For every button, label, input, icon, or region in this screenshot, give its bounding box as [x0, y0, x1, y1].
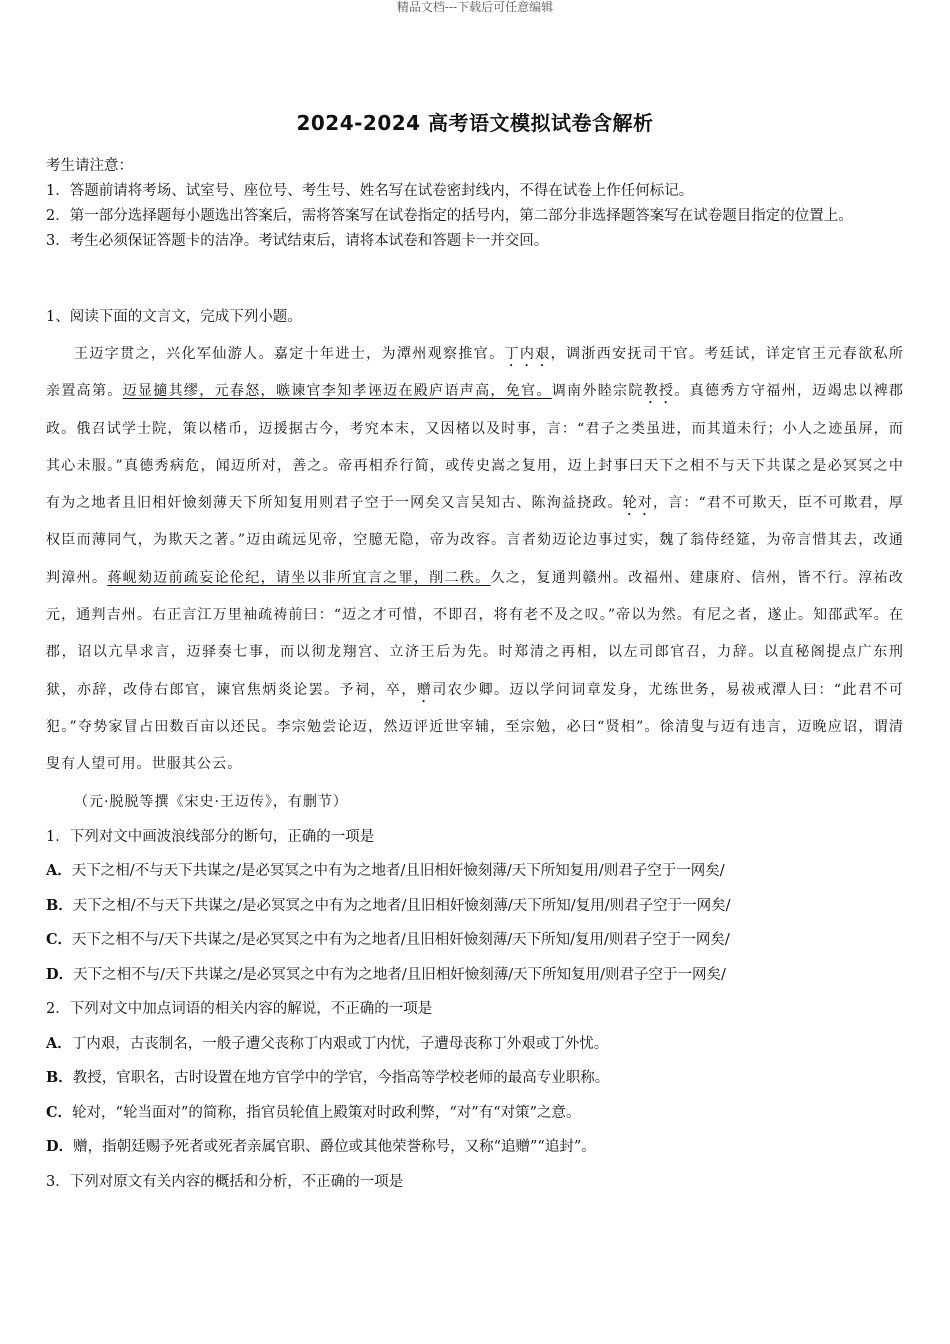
- passage-text: 久之，复通判赣州。改福州、建康府、信州，皆不行。淳祐改元，通判吉州。右正言江万里袖疏祷前曰：“迈之才可惜，不即召，将有老不及之叹。”帝以为然。有尼之者，遂止。知邵武军。在郡，诏以亢旱求言，迈驿奏七事，而以彻龙翔宫、立济王后为先。时郑清之再相，以左司郎官召，力辞。以直秘阁提点广东刑狱，亦辞，改侍右郎官，谏官焦炳炎论罢。予祠，卒，: [46, 569, 905, 698]
- passage-text: ，言：“君不可欺天，臣不可欺君，厚权臣而薄同气，为欺天之著。”迈由疏远见帝，空臆无隐，帝为改容。言者劾迈论边事过实，魏了翁侍经筵，为帝言惜其去，改通判漳州。: [46, 495, 905, 586]
- underlined-sentence: 蒋岘劾迈前疏妄论伦纪，请坐以非所宜言之罪，削二秩。: [107, 569, 491, 586]
- question-intro: 1、阅读下面的文言文，完成下列小题。: [46, 309, 302, 325]
- question-stem: 1．下列对文中画波浪线部分的断句，正确的一项是: [46, 828, 375, 845]
- dotted-term: 赠: [416, 681, 433, 698]
- option-letter: B．: [46, 896, 73, 914]
- classical-passage: [46, 336, 904, 784]
- dotted-term: 轮对: [622, 495, 653, 512]
- notice-item: 1．答题前请将考场、试室号、座位号、考生号、姓名写在试卷密封线内，不得在试卷上作任何标记。: [46, 183, 694, 199]
- passage-text: 王迈字贯之，兴化军仙游人。嘉定十年进士，为潭州观察推官。: [74, 346, 505, 362]
- underlined-sentence: 迈显擿其缪，元春怒，嗾谏官李知孝诬迈在殿庐语声高，免官。: [122, 383, 552, 400]
- option-a[interactable]: [46, 1027, 904, 1062]
- option-c[interactable]: [46, 1096, 904, 1131]
- notice-item: 2．第一部分选择题每小题选出答案后，需将答案写在试卷指定的括号内，第二部分非选择题答案写在试卷题目指定的位置上。: [46, 208, 853, 224]
- option-d[interactable]: [46, 958, 904, 993]
- dotted-term: 丁内艰: [504, 346, 551, 362]
- question-stem: 3．下列对原文有关内容的概括和分析，不正确的一项是: [46, 1173, 404, 1190]
- question-stem: 2．下列对文中加点词语的相关内容的解说，不正确的一项是: [46, 1001, 433, 1018]
- passage-text: 调南外睦宗院: [551, 383, 644, 400]
- option-b[interactable]: [46, 1061, 904, 1096]
- option-letter: C．: [46, 1103, 73, 1121]
- header-note: 精品文档---下载后可任意编辑: [396, 0, 554, 14]
- passage-source: （元·脱脱等撰《宋史·王迈传》，有删节）: [74, 793, 348, 810]
- option-text: 轮对，“轮当面对”的简称，指官员轮值上殿策对时政利弊，“对”有“对策”之意。: [72, 1104, 581, 1121]
- exam-page: [46, 108, 904, 1199]
- passage-text: ，调浙西安抚司干官。考廷试，详定官王元春欲私所亲置高第。: [46, 346, 904, 400]
- option-letter: B．: [46, 1069, 73, 1087]
- option-letter: D．: [46, 1138, 74, 1156]
- spacer: [46, 254, 904, 305]
- option-b[interactable]: [46, 889, 904, 924]
- passage-text: 司农少卿。迈以学问词章发身，尤练世务，易祓戒潭人曰：“此君不可犯。”夺势家冒占田数百亩以还民。李宗勉尝论迈，然迈评近世宰辅，至宗勉，必曰“贤相”。徐清叟与迈有违言，迈晚应诏，谓清叟有人望可用。世服其公云。: [46, 681, 904, 773]
- option-text: 天下之相/不与天下共谋之/是必冥冥之中有为之地者/且旧相奸憸刻薄/天下所知/复用/则君子空于一网矣/: [72, 897, 731, 914]
- notice-item: 3．考生必须保证答题卡的洁净。考试结束后，请将本试卷和答题卡一并交回。: [46, 233, 549, 249]
- notice-heading: 考生请注意：: [46, 158, 133, 174]
- option-letter: A．: [46, 862, 72, 880]
- option-a[interactable]: [46, 854, 904, 889]
- dotted-term: 教授: [643, 383, 675, 400]
- option-d[interactable]: [46, 1130, 904, 1165]
- option-c[interactable]: [46, 923, 904, 958]
- notice-section: [46, 154, 904, 254]
- option-text: 教授，官职名，古时设置在地方官学中的学官，今指高等学校老师的最高专业职称。: [72, 1070, 610, 1087]
- option-text: 天下之相不与/天下共谋之/是必冥冥之中有为之地者/且旧相奸憸刻薄/天下所知复用/则君子空于一网矣/: [73, 966, 726, 983]
- option-text: 天下之相不与/天下共谋之/是必冥冥之中有为之地者/且旧相奸憸刻薄/天下所知/复用/则君子空于一网矣/: [72, 932, 730, 949]
- option-text: 天下之相/不与天下共谋之/是必冥冥之中有为之地者/且旧相奸憸刻薄/天下所知复用/则君子空于一网矣/: [71, 863, 725, 880]
- passage-text: 。真德秀方守福州，迈竭忠以裨郡政。俄召试学士院，策以楮币，迈援据古今，考究本末，又因楮以及时事，言：“君子之类虽进，而其道未行；小人之迹虽屏，而其心未服。”真德秀病危，闻迈所对，善之。帝再相乔行简，或传史嵩之复用，迈上封事曰天下之相不与天下共谋之是必冥冥之中有为之地者且旧相奸憸刻薄天下所知复用则君子空于一网矣又言吴知古、陈洵益挠政。: [46, 383, 904, 512]
- option-letter: A．: [46, 1034, 72, 1052]
- option-letter: D．: [46, 965, 74, 983]
- option-text: 赠，指朝廷赐予死者或死者亲属官职、爵位或其他荣誉称号，又称“追赠”“追封”。: [73, 1139, 596, 1156]
- option-letter: C．: [46, 931, 73, 949]
- page-title: 2024-2024 高考语文模拟试卷含解析: [296, 111, 654, 135]
- option-text: 丁内艰，古丧制名，一般子遭父丧称丁内艰或丁内忧，子遭母丧称丁外艰或丁外忧。: [71, 1035, 609, 1052]
